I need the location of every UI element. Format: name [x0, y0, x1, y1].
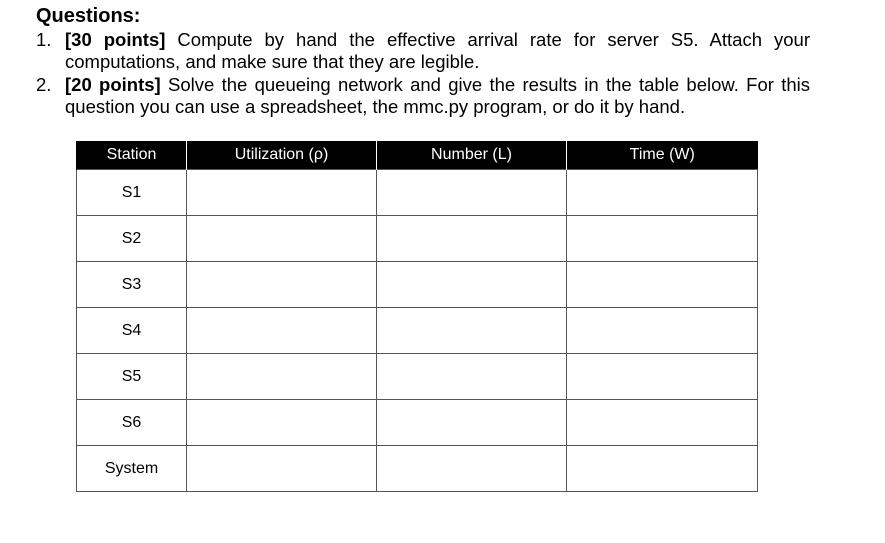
- header-time: Time (W): [567, 141, 758, 170]
- station-cell: S6: [77, 400, 187, 446]
- question-text: [65, 74, 810, 118]
- time-cell[interactable]: [567, 308, 758, 354]
- question-body: Solve the queueing network and give the results in the table below. For this question you can use a spreadsheet, the mmc.py program, or do it by hand.: [65, 74, 811, 117]
- table-row: [77, 308, 758, 354]
- question-points: [20 points]: [65, 74, 161, 95]
- time-cell[interactable]: [567, 262, 758, 308]
- header-station: Station: [77, 141, 187, 170]
- utilization-cell[interactable]: [187, 354, 377, 400]
- table-row: [77, 170, 758, 216]
- question-points: [30 points]: [65, 29, 166, 50]
- question-number: 1.: [36, 29, 52, 50]
- time-cell[interactable]: [567, 446, 758, 492]
- station-cell: System: [77, 446, 187, 492]
- time-cell[interactable]: [567, 216, 758, 262]
- question-number: 2.: [36, 74, 52, 95]
- number-cell[interactable]: [377, 170, 567, 216]
- station-cell: S4: [77, 308, 187, 354]
- time-cell[interactable]: [567, 400, 758, 446]
- table-header-row: [77, 141, 758, 170]
- time-cell[interactable]: [567, 170, 758, 216]
- question-body: Compute by hand the effective arrival rate for server S5. Attach your computations, and make sure that they are legible.: [65, 29, 811, 72]
- time-cell[interactable]: [567, 354, 758, 400]
- number-cell[interactable]: [377, 216, 567, 262]
- utilization-cell[interactable]: [187, 216, 377, 262]
- station-cell: S5: [77, 354, 187, 400]
- number-cell[interactable]: [377, 400, 567, 446]
- table-row: [77, 216, 758, 262]
- number-cell[interactable]: [377, 262, 567, 308]
- page-heading: Questions:: [36, 5, 141, 27]
- utilization-cell[interactable]: [187, 446, 377, 492]
- utilization-cell[interactable]: [187, 262, 377, 308]
- utilization-cell[interactable]: [187, 308, 377, 354]
- number-cell[interactable]: [377, 308, 567, 354]
- question-text: [65, 29, 810, 73]
- table-row: [77, 400, 758, 446]
- station-cell: S1: [77, 170, 187, 216]
- table-row: [77, 446, 758, 492]
- station-cell: S3: [77, 262, 187, 308]
- number-cell[interactable]: [377, 446, 567, 492]
- table-row: [77, 354, 758, 400]
- table-row: [77, 262, 758, 308]
- results-table: [76, 141, 758, 492]
- number-cell[interactable]: [377, 354, 567, 400]
- header-number: Number (L): [377, 141, 567, 170]
- header-utilization: Utilization (ρ): [187, 141, 377, 170]
- utilization-cell[interactable]: [187, 170, 377, 216]
- utilization-cell[interactable]: [187, 400, 377, 446]
- station-cell: S2: [77, 216, 187, 262]
